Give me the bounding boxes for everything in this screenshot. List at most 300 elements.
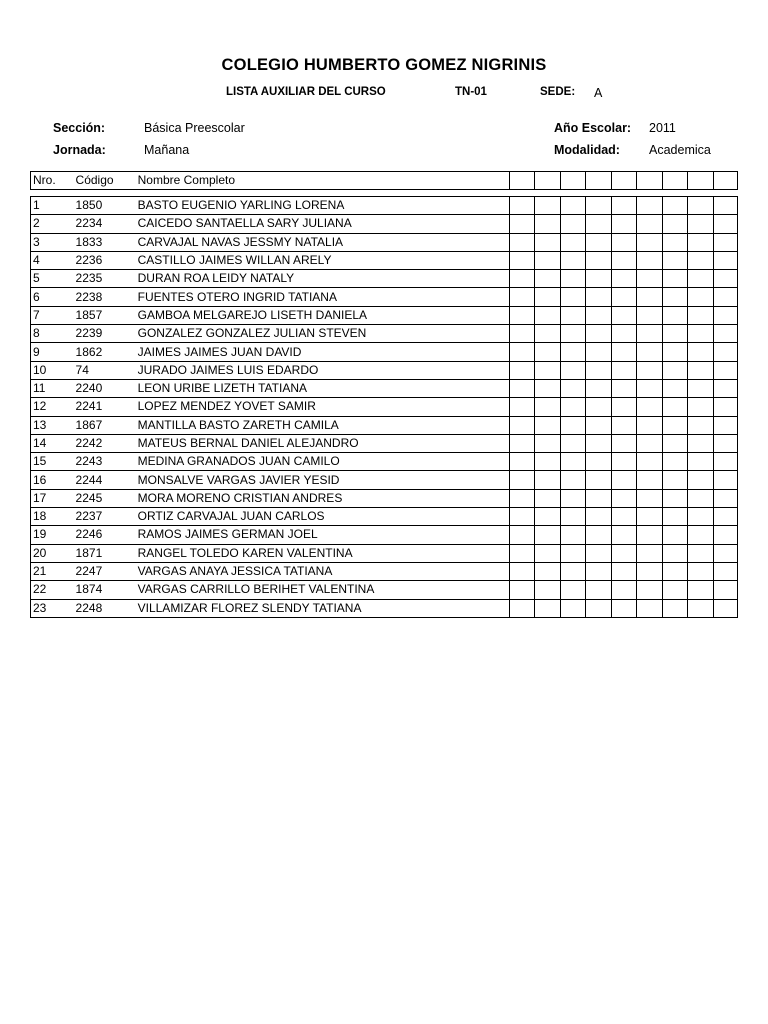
student-number: 15	[31, 453, 74, 471]
grade-cell[interactable]	[611, 270, 636, 288]
grade-cell[interactable]	[636, 599, 662, 617]
student-code: 2242	[74, 434, 136, 452]
student-name: MATEUS BERNAL DANIEL ALEJANDRO	[136, 434, 510, 452]
school-title: COLEGIO HUMBERTO GOMEZ NIGRINIS	[221, 56, 547, 74]
grade-cell[interactable]	[560, 172, 585, 190]
grade-cell[interactable]	[585, 526, 611, 544]
sede-value: A	[594, 86, 603, 100]
grade-cell[interactable]	[509, 343, 534, 361]
grade-cell[interactable]	[713, 343, 737, 361]
table-row	[31, 325, 738, 343]
grade-cell[interactable]	[509, 453, 534, 471]
student-number: 12	[31, 398, 74, 416]
grade-cell[interactable]	[560, 416, 585, 434]
grade-cell[interactable]	[611, 343, 636, 361]
grade-cell[interactable]	[611, 434, 636, 452]
grade-cell[interactable]	[509, 306, 534, 324]
grade-cell[interactable]	[636, 288, 662, 306]
grade-cell[interactable]	[509, 233, 534, 251]
grade-cell[interactable]	[534, 306, 560, 324]
student-code: 2241	[74, 398, 136, 416]
grade-cell[interactable]	[560, 361, 585, 379]
modalidad-value: Academica	[649, 143, 711, 157]
grade-cell[interactable]	[534, 343, 560, 361]
grade-cell[interactable]	[713, 197, 737, 215]
grade-cell[interactable]	[611, 544, 636, 562]
grade-cell[interactable]	[560, 379, 585, 397]
grade-cell[interactable]	[611, 379, 636, 397]
grade-cell[interactable]	[585, 453, 611, 471]
grade-cell[interactable]	[585, 398, 611, 416]
student-name: LEON URIBE LIZETH TATIANA	[136, 379, 510, 397]
grade-cell[interactable]	[585, 215, 611, 233]
grade-cell[interactable]	[509, 251, 534, 269]
grade-cell[interactable]	[534, 599, 560, 617]
grade-cell[interactable]	[611, 215, 636, 233]
grade-cell[interactable]	[636, 343, 662, 361]
grade-cell[interactable]	[585, 270, 611, 288]
grade-cell[interactable]	[534, 197, 560, 215]
grade-cell[interactable]	[534, 325, 560, 343]
grade-cell[interactable]	[713, 489, 737, 507]
grade-cell[interactable]	[509, 544, 534, 562]
grade-cell[interactable]	[534, 361, 560, 379]
student-number: 21	[31, 562, 74, 580]
table-row	[31, 361, 738, 379]
grade-cell[interactable]	[534, 251, 560, 269]
grade-cell[interactable]	[585, 379, 611, 397]
student-number: 20	[31, 544, 74, 562]
grade-cell[interactable]	[560, 306, 585, 324]
grade-cell[interactable]	[509, 172, 534, 190]
student-name: FUENTES OTERO INGRID TATIANA	[136, 288, 510, 306]
grade-cell[interactable]	[636, 544, 662, 562]
table-row	[31, 343, 738, 361]
grade-cell[interactable]	[713, 251, 737, 269]
grade-cell[interactable]	[534, 416, 560, 434]
grade-cell[interactable]	[687, 581, 713, 599]
grade-cell[interactable]	[713, 361, 737, 379]
grade-cell[interactable]	[713, 434, 737, 452]
grade-cell[interactable]	[509, 288, 534, 306]
grade-cell[interactable]	[636, 172, 662, 190]
grade-cell[interactable]	[611, 398, 636, 416]
grade-cell[interactable]	[636, 581, 662, 599]
table-row	[31, 197, 738, 215]
grade-cell[interactable]	[713, 398, 737, 416]
grade-cell[interactable]	[687, 453, 713, 471]
grade-cell[interactable]	[560, 544, 585, 562]
student-number: 22	[31, 581, 74, 599]
grade-cell[interactable]	[687, 398, 713, 416]
grade-cell[interactable]	[662, 270, 687, 288]
student-code: 1862	[74, 343, 136, 361]
grade-cell[interactable]	[713, 453, 737, 471]
grade-cell[interactable]	[662, 251, 687, 269]
grade-cell[interactable]	[662, 434, 687, 452]
grade-cell[interactable]	[662, 325, 687, 343]
grade-cell[interactable]	[560, 471, 585, 489]
grade-cell[interactable]	[585, 233, 611, 251]
grade-cell[interactable]	[611, 453, 636, 471]
table-row	[31, 526, 738, 544]
grade-cell[interactable]	[534, 233, 560, 251]
student-name: JURADO JAIMES LUIS EDARDO	[136, 361, 510, 379]
student-code: 1850	[74, 197, 136, 215]
student-code: 1867	[74, 416, 136, 434]
grade-cell[interactable]	[509, 434, 534, 452]
grade-cell[interactable]	[560, 508, 585, 526]
grade-cell[interactable]	[534, 172, 560, 190]
grade-cell[interactable]	[662, 288, 687, 306]
student-name: VARGAS CARRILLO BERIHET VALENTINA	[136, 581, 510, 599]
grade-cell[interactable]	[585, 288, 611, 306]
grade-cell[interactable]	[509, 599, 534, 617]
grade-cell[interactable]	[509, 508, 534, 526]
grade-cell[interactable]	[636, 379, 662, 397]
grade-cell[interactable]	[534, 398, 560, 416]
grade-cell[interactable]	[611, 233, 636, 251]
grade-cell[interactable]	[687, 379, 713, 397]
grade-cell[interactable]	[585, 416, 611, 434]
grade-cell[interactable]	[560, 398, 585, 416]
student-name: MORA MORENO CRISTIAN ANDRES	[136, 489, 510, 507]
grade-cell[interactable]	[509, 379, 534, 397]
grade-cell[interactable]	[636, 434, 662, 452]
grade-cell[interactable]	[611, 562, 636, 580]
column-header-codigo: Código	[74, 172, 136, 190]
grade-cell[interactable]	[560, 453, 585, 471]
student-name: DURAN ROA LEIDY NATALY	[136, 270, 510, 288]
student-number: 16	[31, 471, 74, 489]
grade-cell[interactable]	[509, 197, 534, 215]
grade-cell[interactable]	[687, 434, 713, 452]
grade-cell[interactable]	[585, 306, 611, 324]
student-number: 8	[31, 325, 74, 343]
grade-cell[interactable]	[713, 562, 737, 580]
grade-cell[interactable]	[687, 544, 713, 562]
grade-cell[interactable]	[687, 599, 713, 617]
grade-cell[interactable]	[509, 270, 534, 288]
grade-cell[interactable]	[585, 172, 611, 190]
grade-cell[interactable]	[713, 508, 737, 526]
grade-cell[interactable]	[713, 325, 737, 343]
student-name: BASTO EUGENIO YARLING LORENA	[136, 197, 510, 215]
grade-cell[interactable]	[611, 416, 636, 434]
grade-cell[interactable]	[636, 197, 662, 215]
grade-cell[interactable]	[585, 581, 611, 599]
student-name: GONZALEZ GONZALEZ JULIAN STEVEN	[136, 325, 510, 343]
grade-cell[interactable]	[662, 306, 687, 324]
grade-cell[interactable]	[611, 251, 636, 269]
grade-cell[interactable]	[662, 599, 687, 617]
grade-cell[interactable]	[585, 471, 611, 489]
grade-cell[interactable]	[662, 489, 687, 507]
table-row	[31, 379, 738, 397]
grade-cell[interactable]	[534, 526, 560, 544]
grade-cell[interactable]	[611, 172, 636, 190]
student-code: 2245	[74, 489, 136, 507]
table-row	[31, 233, 738, 251]
grade-cell[interactable]	[687, 489, 713, 507]
grade-cell[interactable]	[560, 251, 585, 269]
grade-cell[interactable]	[662, 197, 687, 215]
grade-cell[interactable]	[662, 453, 687, 471]
student-code: 2243	[74, 453, 136, 471]
grade-cell[interactable]	[713, 306, 737, 324]
student-code: 2247	[74, 562, 136, 580]
grade-cell[interactable]	[687, 471, 713, 489]
grade-cell[interactable]	[662, 416, 687, 434]
grade-cell[interactable]	[662, 544, 687, 562]
grade-cell[interactable]	[560, 325, 585, 343]
grade-cell[interactable]	[713, 233, 737, 251]
grade-cell[interactable]	[687, 306, 713, 324]
grade-cell[interactable]	[636, 251, 662, 269]
student-number: 9	[31, 343, 74, 361]
grade-cell[interactable]	[713, 215, 737, 233]
grade-cell[interactable]	[560, 581, 585, 599]
jornada-label: Jornada:	[53, 143, 106, 157]
grade-cell[interactable]	[713, 379, 737, 397]
grade-cell[interactable]	[687, 172, 713, 190]
grade-cell[interactable]	[687, 343, 713, 361]
grade-cell[interactable]	[611, 197, 636, 215]
table-row	[31, 306, 738, 324]
grade-cell[interactable]	[611, 325, 636, 343]
table-row	[31, 471, 738, 489]
student-number: 6	[31, 288, 74, 306]
table-row	[31, 544, 738, 562]
grade-cell[interactable]	[509, 416, 534, 434]
grade-cell[interactable]	[534, 379, 560, 397]
grade-cell[interactable]	[534, 288, 560, 306]
grade-cell[interactable]	[687, 508, 713, 526]
grade-cell[interactable]	[509, 215, 534, 233]
grade-cell[interactable]	[636, 562, 662, 580]
student-code: 1874	[74, 581, 136, 599]
grade-cell[interactable]	[611, 471, 636, 489]
grade-cell[interactable]	[662, 581, 687, 599]
grade-cell[interactable]	[687, 416, 713, 434]
grade-cell[interactable]	[534, 581, 560, 599]
grade-cell[interactable]	[687, 197, 713, 215]
grade-cell[interactable]	[687, 361, 713, 379]
student-number: 17	[31, 489, 74, 507]
student-name: LOPEZ MENDEZ YOVET SAMIR	[136, 398, 510, 416]
grade-cell[interactable]	[560, 434, 585, 452]
table-header	[30, 171, 738, 190]
grade-cell[interactable]	[534, 544, 560, 562]
grade-cell[interactable]	[509, 325, 534, 343]
anio-escolar-label: Año Escolar:	[554, 121, 632, 135]
grade-cell[interactable]	[585, 343, 611, 361]
student-number: 7	[31, 306, 74, 324]
grade-cell[interactable]	[687, 270, 713, 288]
grade-cell[interactable]	[662, 172, 687, 190]
grade-cell[interactable]	[636, 398, 662, 416]
grade-cell[interactable]	[662, 471, 687, 489]
table-header-row	[31, 172, 738, 190]
grade-cell[interactable]	[585, 544, 611, 562]
grade-cell[interactable]	[687, 526, 713, 544]
grade-cell[interactable]	[585, 508, 611, 526]
student-table	[30, 196, 738, 618]
grade-cell[interactable]	[636, 325, 662, 343]
student-name: MONSALVE VARGAS JAVIER YESID	[136, 471, 510, 489]
grade-cell[interactable]	[509, 526, 534, 544]
student-code: 2236	[74, 251, 136, 269]
grade-cell[interactable]	[687, 288, 713, 306]
student-name: CARVAJAL NAVAS JESSMY NATALIA	[136, 233, 510, 251]
grade-cell[interactable]	[662, 562, 687, 580]
grade-cell[interactable]	[662, 343, 687, 361]
grade-cell[interactable]	[585, 599, 611, 617]
student-code: 2237	[74, 508, 136, 526]
student-code: 2239	[74, 325, 136, 343]
grade-cell[interactable]	[534, 471, 560, 489]
grade-cell[interactable]	[687, 325, 713, 343]
table-row	[31, 508, 738, 526]
grade-cell[interactable]	[560, 270, 585, 288]
grade-cell[interactable]	[713, 172, 737, 190]
grade-cell[interactable]	[662, 526, 687, 544]
grade-cell[interactable]	[636, 306, 662, 324]
table-row	[31, 489, 738, 507]
grade-cell[interactable]	[611, 288, 636, 306]
grade-cell[interactable]	[611, 306, 636, 324]
grade-cell[interactable]	[611, 599, 636, 617]
student-number: 23	[31, 599, 74, 617]
student-number: 14	[31, 434, 74, 452]
grade-cell[interactable]	[585, 434, 611, 452]
course-code: TN-01	[455, 86, 487, 98]
grade-cell[interactable]	[713, 581, 737, 599]
grade-cell[interactable]	[713, 270, 737, 288]
grade-cell[interactable]	[687, 233, 713, 251]
student-number: 13	[31, 416, 74, 434]
grade-cell[interactable]	[611, 526, 636, 544]
grade-cell[interactable]	[636, 270, 662, 288]
grade-cell[interactable]	[560, 288, 585, 306]
grade-cell[interactable]	[534, 270, 560, 288]
student-code: 1833	[74, 233, 136, 251]
column-header-nombre: Nombre Completo	[136, 172, 510, 190]
grade-cell[interactable]	[636, 453, 662, 471]
column-header-nro: Nro.	[31, 172, 74, 190]
table-row	[31, 434, 738, 452]
student-number: 4	[31, 251, 74, 269]
grade-cell[interactable]	[636, 416, 662, 434]
grade-cell[interactable]	[687, 562, 713, 580]
grade-cell[interactable]	[585, 361, 611, 379]
student-name: VARGAS ANAYA JESSICA TATIANA	[136, 562, 510, 580]
student-number: 19	[31, 526, 74, 544]
student-code: 2234	[74, 215, 136, 233]
student-number: 11	[31, 379, 74, 397]
table-row	[31, 270, 738, 288]
grade-cell[interactable]	[534, 215, 560, 233]
seccion-value: Básica Preescolar	[144, 121, 245, 135]
grade-cell[interactable]	[636, 361, 662, 379]
table-row	[31, 215, 738, 233]
table-row	[31, 251, 738, 269]
student-code: 2235	[74, 270, 136, 288]
list-title: LISTA AUXILIAR DEL CURSO	[226, 86, 386, 98]
grade-cell[interactable]	[662, 379, 687, 397]
grade-cell[interactable]	[611, 581, 636, 599]
table-row	[31, 416, 738, 434]
grade-cell[interactable]	[713, 416, 737, 434]
grade-cell[interactable]	[713, 526, 737, 544]
grade-cell[interactable]	[534, 434, 560, 452]
grade-cell[interactable]	[560, 562, 585, 580]
grade-cell[interactable]	[713, 288, 737, 306]
grade-cell[interactable]	[560, 197, 585, 215]
grade-cell[interactable]	[509, 489, 534, 507]
grade-cell[interactable]	[560, 343, 585, 361]
grade-cell[interactable]	[662, 233, 687, 251]
grade-cell[interactable]	[509, 562, 534, 580]
student-name: CASTILLO JAIMES WILLAN ARELY	[136, 251, 510, 269]
grade-cell[interactable]	[560, 599, 585, 617]
grade-cell[interactable]	[534, 562, 560, 580]
grade-cell[interactable]	[585, 489, 611, 507]
grade-cell[interactable]	[636, 526, 662, 544]
grade-cell[interactable]	[560, 489, 585, 507]
grade-cell[interactable]	[713, 544, 737, 562]
grade-cell[interactable]	[611, 508, 636, 526]
table-row	[31, 288, 738, 306]
grade-cell[interactable]	[636, 489, 662, 507]
grade-cell[interactable]	[611, 361, 636, 379]
grade-cell[interactable]	[585, 325, 611, 343]
grade-cell[interactable]	[560, 233, 585, 251]
grade-cell[interactable]	[662, 508, 687, 526]
grade-cell[interactable]	[611, 489, 636, 507]
grade-cell[interactable]	[662, 361, 687, 379]
grade-cell[interactable]	[560, 215, 585, 233]
grade-cell[interactable]	[662, 215, 687, 233]
grade-cell[interactable]	[534, 453, 560, 471]
grade-cell[interactable]	[509, 581, 534, 599]
student-name: MANTILLA BASTO ZARETH CAMILA	[136, 416, 510, 434]
student-code: 2240	[74, 379, 136, 397]
grade-cell[interactable]	[636, 233, 662, 251]
grade-cell[interactable]	[585, 197, 611, 215]
grade-cell[interactable]	[713, 471, 737, 489]
grade-cell[interactable]	[687, 251, 713, 269]
grade-cell[interactable]	[636, 215, 662, 233]
grade-cell[interactable]	[509, 398, 534, 416]
student-code: 1871	[74, 544, 136, 562]
modalidad-label: Modalidad:	[554, 143, 620, 157]
student-code: 2246	[74, 526, 136, 544]
grade-cell[interactable]	[687, 215, 713, 233]
grade-cell[interactable]	[662, 398, 687, 416]
grade-cell[interactable]	[636, 508, 662, 526]
grade-cell[interactable]	[713, 599, 737, 617]
grade-cell[interactable]	[585, 562, 611, 580]
grade-cell[interactable]	[560, 526, 585, 544]
grade-cell[interactable]	[585, 251, 611, 269]
grade-cell[interactable]	[636, 471, 662, 489]
grade-cell[interactable]	[509, 471, 534, 489]
grade-cell[interactable]	[534, 489, 560, 507]
grade-cell[interactable]	[509, 361, 534, 379]
grade-cell[interactable]	[534, 508, 560, 526]
student-name: CAICEDO SANTAELLA SARY JULIANA	[136, 215, 510, 233]
